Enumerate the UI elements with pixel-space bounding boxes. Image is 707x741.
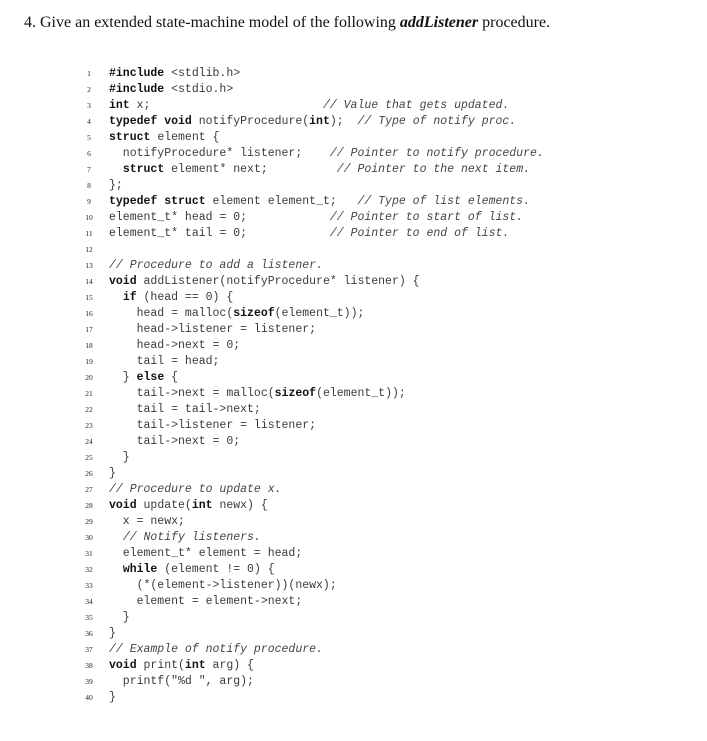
code-token: head->next = 0; <box>109 339 241 352</box>
code-token: head->listener = listener; <box>109 323 317 336</box>
code-comment: // Pointer to end of list. <box>329 227 510 240</box>
code-token: tail->next = 0; <box>109 435 241 448</box>
code-text <box>109 226 509 242</box>
code-keyword: int <box>309 115 330 128</box>
line-number: 1 <box>87 69 91 78</box>
code-token: addListener(notifyProcedure* listener) { <box>136 275 420 288</box>
line-number: 18 <box>85 341 93 350</box>
line-number: 7 <box>87 165 91 174</box>
code-keyword: int <box>184 659 206 672</box>
code-comment: // Type of list elements. <box>357 195 530 208</box>
line-number: 11 <box>85 229 93 238</box>
line-number: 4 <box>87 117 91 126</box>
line-number: 25 <box>85 453 93 462</box>
line-number: 15 <box>85 293 93 302</box>
line-number: 2 <box>87 85 91 94</box>
line-number: 16 <box>85 309 93 318</box>
code-keyword: #include <box>109 83 165 96</box>
code-keyword: sizeof <box>274 387 317 400</box>
line-number: 24 <box>85 437 93 446</box>
line-number: 38 <box>85 661 93 670</box>
code-text <box>109 114 516 130</box>
code-token: tail->listener = listener; <box>109 419 317 432</box>
code-token: } <box>109 467 116 480</box>
code-token: notifyProcedure( <box>191 115 310 128</box>
code-token: (*(element->listener))(newx); <box>109 579 337 592</box>
line-number: 29 <box>85 517 93 526</box>
line-number: 6 <box>87 149 91 158</box>
code-text <box>109 530 261 546</box>
code-comment: // Value that gets updated. <box>322 99 510 112</box>
code-comment: // Pointer to start of list. <box>329 211 524 224</box>
code-token: x; <box>129 99 323 112</box>
line-number: 31 <box>85 549 93 558</box>
line-number: 32 <box>85 565 93 574</box>
code-keyword: int <box>191 499 213 512</box>
code-token: arg) { <box>205 659 254 672</box>
line-number: 14 <box>85 277 93 286</box>
line-number: 22 <box>85 405 93 414</box>
code-token: update( <box>136 499 192 512</box>
code-comment: // Type of notify proc. <box>357 115 517 128</box>
line-number: 28 <box>85 501 93 510</box>
question-text <box>24 12 550 34</box>
line-number: 8 <box>87 181 91 190</box>
code-text <box>109 258 323 274</box>
code-text <box>109 674 254 690</box>
code-token: <stdio.h> <box>164 83 234 96</box>
code-comment: // Procedure to add a listener. <box>109 259 323 272</box>
line-number: 39 <box>85 677 93 686</box>
code-token: element_t* head = 0; <box>109 211 330 224</box>
code-text <box>109 194 530 210</box>
code-text <box>109 434 240 450</box>
code-token: tail = tail->next; <box>109 403 261 416</box>
line-number: 23 <box>85 421 93 430</box>
code-text <box>109 178 123 194</box>
code-text <box>109 546 302 562</box>
code-text <box>109 450 130 466</box>
code-text <box>109 338 240 354</box>
code-token: (head == 0) { <box>136 291 234 304</box>
line-number: 19 <box>85 357 93 366</box>
code-text <box>109 130 219 146</box>
code-token: newx) { <box>212 499 268 512</box>
code-text <box>109 290 233 306</box>
line-number: 34 <box>85 597 93 606</box>
code-token: } <box>109 451 130 464</box>
code-token: } <box>109 691 116 704</box>
code-text <box>109 498 268 514</box>
line-number: 35 <box>85 613 93 622</box>
line-number: 37 <box>85 645 93 654</box>
code-text <box>109 690 116 706</box>
code-token: element_t* element = head; <box>109 547 303 560</box>
question-prefix: 4. Give an extended state-machine model of the following <box>24 14 400 31</box>
question-suffix: procedure. <box>478 14 551 31</box>
line-number: 30 <box>85 533 93 542</box>
code-token: { <box>164 371 179 384</box>
line-number: 3 <box>87 101 91 110</box>
code-keyword: sizeof <box>233 307 275 320</box>
code-text <box>109 642 323 658</box>
code-text <box>109 610 130 626</box>
code-text <box>109 466 116 482</box>
code-text <box>109 306 364 322</box>
code-token <box>109 531 123 544</box>
code-token: <stdlib.h> <box>164 67 241 80</box>
code-token: (element_t)); <box>316 387 406 400</box>
code-text <box>109 402 261 418</box>
code-comment: // Pointer to notify procedure. <box>329 147 544 160</box>
code-text <box>109 210 523 226</box>
code-token <box>109 163 123 176</box>
code-comment: // Notify listeners. <box>122 531 261 544</box>
code-keyword: typedef void <box>109 115 192 128</box>
code-text <box>109 386 406 402</box>
code-text <box>109 418 316 434</box>
code-token: element_t* tail = 0; <box>109 227 330 240</box>
code-token: (element != 0) { <box>157 563 275 576</box>
line-number: 21 <box>85 389 93 398</box>
code-keyword: struct <box>122 163 165 176</box>
line-number: 33 <box>85 581 93 590</box>
code-token: x = newx; <box>109 515 185 528</box>
code-keyword: while <box>122 563 158 576</box>
code-comment: // Pointer to the next item. <box>336 163 530 176</box>
code-keyword: void <box>109 499 137 512</box>
code-comment: // Procedure to update x. <box>109 483 282 496</box>
code-token <box>109 563 123 576</box>
code-token: element = element->next; <box>109 595 303 608</box>
code-text <box>109 370 178 386</box>
code-token: (element_t)); <box>274 307 365 320</box>
code-token: notifyProcedure* listener; <box>109 147 330 160</box>
line-number: 36 <box>85 629 93 638</box>
code-token: element element_t; <box>205 195 358 208</box>
code-keyword: struct <box>109 131 151 144</box>
line-number: 12 <box>85 245 93 254</box>
line-number: 27 <box>85 485 93 494</box>
line-number: 17 <box>85 325 93 334</box>
code-keyword: else <box>136 371 165 384</box>
code-keyword: void <box>109 659 137 672</box>
code-token <box>109 291 123 304</box>
code-text <box>109 82 233 98</box>
code-token: print( <box>136 659 185 672</box>
question-procedure-name: addListener <box>399 14 479 31</box>
code-keyword: #include <box>109 67 165 80</box>
line-number: 13 <box>85 261 93 270</box>
code-comment: // Example of notify procedure. <box>109 643 323 656</box>
line-number: 5 <box>87 133 91 142</box>
line-number: 20 <box>85 373 93 382</box>
code-text <box>109 322 316 338</box>
code-text <box>109 354 219 370</box>
code-token: ); <box>329 115 358 128</box>
code-keyword: int <box>109 99 130 112</box>
line-number: 10 <box>85 213 93 222</box>
code-text <box>109 578 337 594</box>
code-text <box>109 274 420 290</box>
line-number: 9 <box>87 197 91 206</box>
code-keyword: if <box>122 291 137 304</box>
code-token: head = malloc( <box>109 307 234 320</box>
code-token: }; <box>109 179 123 192</box>
code-text <box>109 594 302 610</box>
code-token: element { <box>150 131 220 144</box>
code-text <box>109 626 116 642</box>
code-text <box>109 66 240 82</box>
code-text <box>109 98 509 114</box>
line-number: 26 <box>85 469 93 478</box>
code-text <box>109 658 254 674</box>
code-keyword: typedef struct <box>109 195 206 208</box>
line-number: 40 <box>85 693 93 702</box>
code-token: tail = head; <box>109 355 220 368</box>
code-token: } <box>109 371 137 384</box>
code-text <box>109 146 544 162</box>
code-text <box>109 482 282 498</box>
code-keyword: void <box>109 275 137 288</box>
code-token: tail->next = malloc( <box>109 387 275 400</box>
code-token: printf("%d ", arg); <box>109 675 254 688</box>
code-token: } <box>109 627 116 640</box>
code-text <box>109 562 275 578</box>
code-text <box>109 514 185 530</box>
code-token: } <box>109 611 130 624</box>
code-text <box>109 162 530 178</box>
code-token: element* next; <box>164 163 337 176</box>
